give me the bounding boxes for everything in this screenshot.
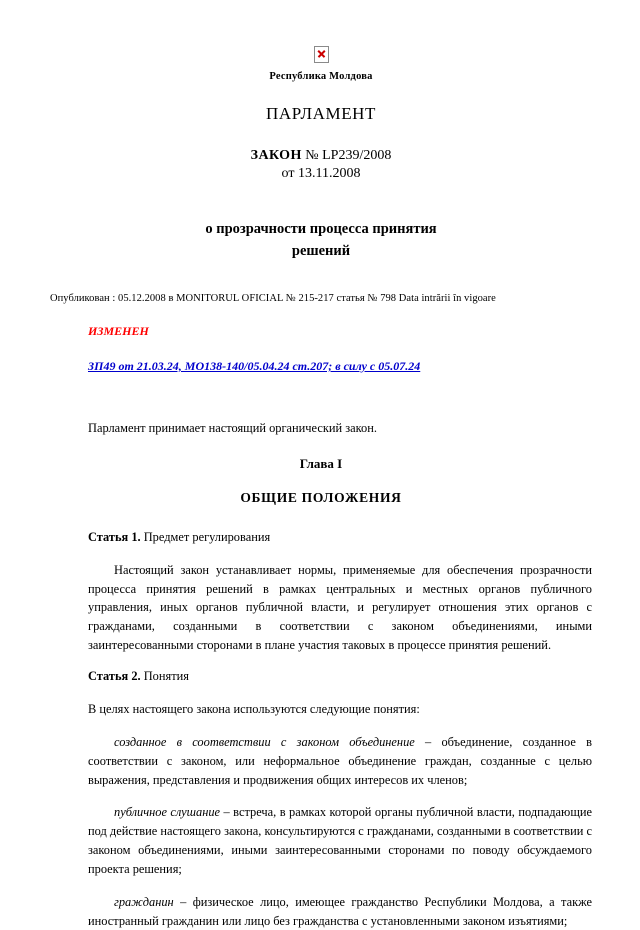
chapter-title: ОБЩИЕ ПОЛОЖЕНИЯ — [240, 489, 402, 505]
definition-text: – встреча, в рамках которой органы публичной власти, подпадающие под действие настоящего закона, консультируются с гражданами, созданными в соответствии с законом объединениями, иными заинтересованными сторонами по поводу обсуждаемого проекта решения; — [88, 805, 592, 876]
definition-term: гражданин — [114, 894, 174, 909]
definition-item — [50, 733, 592, 790]
amendment-link[interactable]: ЗП49 от 21.03.24, МО138-140/05.04.24 ст.207; в силу с 05.07.24 — [88, 358, 421, 373]
law-number: № LP239/2008 — [305, 148, 392, 163]
article-2-title: Понятия — [140, 669, 189, 683]
chapter-number: Глава I — [299, 455, 343, 471]
spacer — [50, 375, 592, 419]
law-date: от 13.11.2008 — [281, 166, 361, 181]
definition-item — [50, 893, 592, 930]
law-title — [50, 218, 592, 263]
enacting-clause: Парламент принимает настоящий органический закон. — [88, 420, 377, 435]
article-2-lead: В целях настоящего закона используются следующие понятия: — [88, 702, 420, 716]
article-1-number: Статья 1. — [88, 529, 141, 544]
broken-image-icon — [314, 46, 329, 63]
law-title-line-1: о прозрачности процесса принятия — [205, 221, 437, 237]
publication-info: Опубликован : 05.12.2008 в MONITORUL OFICIAL № 215-217 статья № 798 Data intrării în vigoare — [50, 292, 496, 304]
law-label: ЗАКОН — [250, 148, 302, 163]
definition-item — [50, 803, 592, 878]
article-1-body: Настоящий закон устанавливает нормы, применяемые для обеспечения прозрачности процесса принятия решений в рамках центральных и местных органов публичного управления, иных органов публичной власти, и регулирует отношения этих органов с гражданами, созданными в соответствии с законом объединениями, иными заинтересованными сторонами в плане участия таковых в процессе принятия решений. — [88, 562, 592, 653]
article-2-heading — [50, 669, 592, 684]
emblem-container — [50, 46, 592, 63]
country-name: Республика Молдова — [269, 71, 373, 82]
definition-text: – объединение, созданное в соответствии с законом, или неформальное объединение граждан, созданные с целью выражения, представления и продвижения общих интересов их членов; — [88, 734, 592, 787]
definition-term: публичное слушание — [114, 805, 221, 820]
definition-term: созданное в соответствии с законом объединение — [114, 734, 415, 749]
institution-name: ПАРЛАМЕНТ — [265, 104, 377, 123]
article-1-heading — [50, 530, 592, 545]
definition-text: – физическое лицо, имеющее гражданство Республики Молдова, а также иностранный гражданин или лицо без гражданства с установленными законом изъятиями; — [88, 894, 592, 928]
law-title-line-2: решений — [291, 243, 351, 260]
amended-status-badge: ИЗМЕНЕН — [88, 323, 149, 338]
article-2-number: Статья 2. — [88, 669, 141, 683]
article-1-title: Предмет регулирования — [140, 529, 271, 544]
law-number-line — [50, 148, 592, 164]
